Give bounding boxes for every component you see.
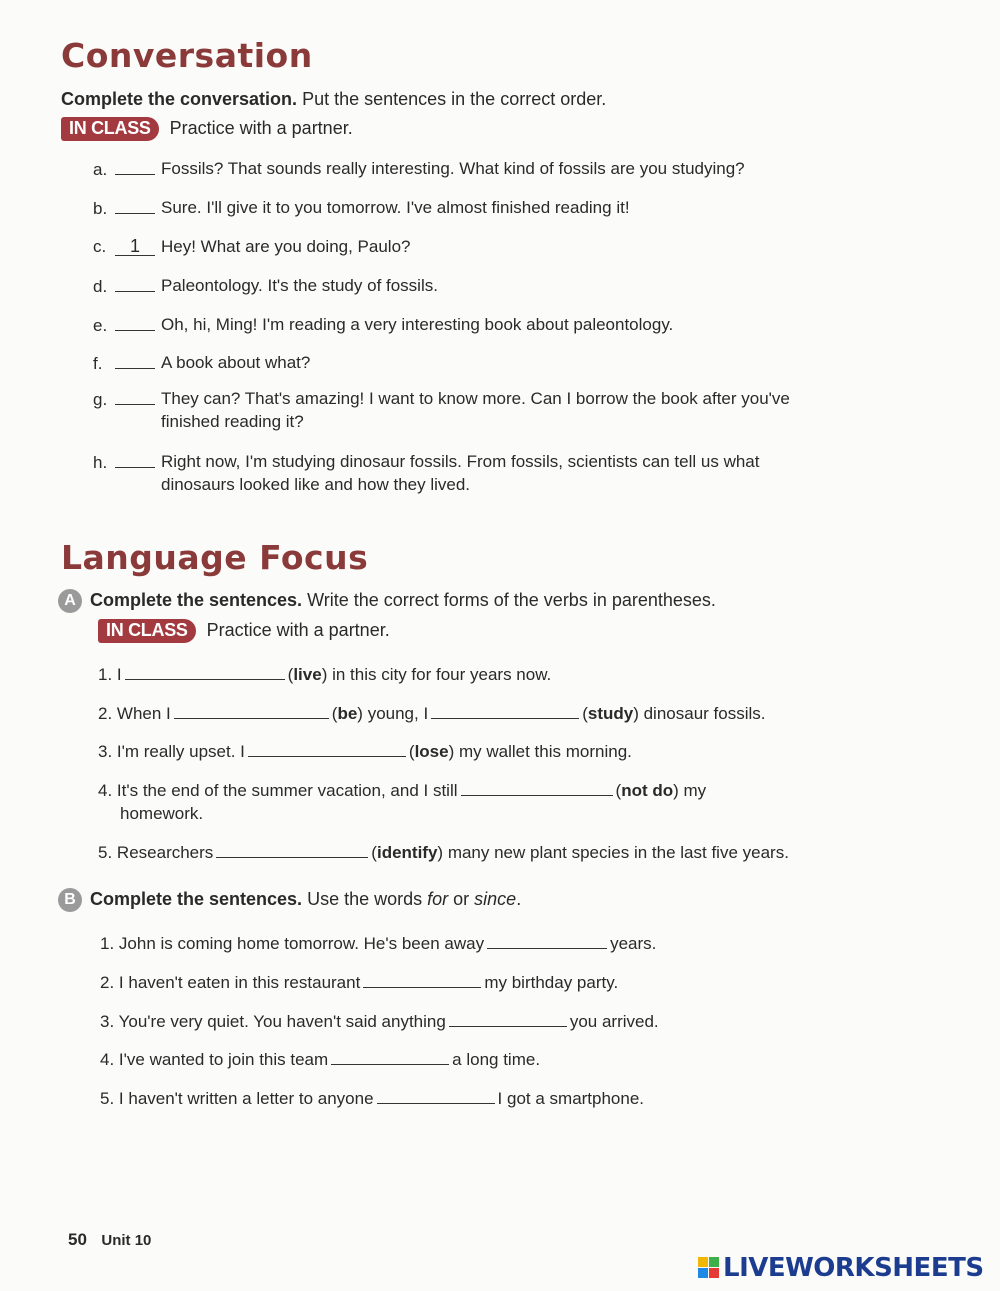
liveworksheets-logo xyxy=(698,1253,984,1283)
conversation-item xyxy=(93,351,310,375)
item-letter: e. xyxy=(93,316,108,335)
answer-blank[interactable] xyxy=(125,663,285,680)
item-letter: d. xyxy=(93,277,108,296)
item-text-line: Fossils? That sounds really interesting. What kind of fossils are you studying? xyxy=(161,159,745,178)
order-blank[interactable] xyxy=(115,313,155,331)
in-class-text: Practice with a partner. xyxy=(206,620,390,640)
order-blank[interactable] xyxy=(115,387,155,405)
answer-blank[interactable] xyxy=(363,971,481,988)
item-number: 1. xyxy=(98,665,113,684)
instruction-bold: Complete the conversation. xyxy=(61,89,298,109)
verb-hint: identify xyxy=(376,843,438,862)
in-class-badge: IN CLASS xyxy=(61,117,159,141)
conversation-heading: Conversation xyxy=(61,36,313,75)
section-a-rest: Write the correct forms of the verbs in parentheses. xyxy=(302,589,716,610)
sentence-text: homework. xyxy=(120,804,204,823)
sentence-text: in this city for four years now. xyxy=(332,665,552,684)
page-footer xyxy=(68,1230,151,1250)
verb-hint: not do xyxy=(621,781,674,800)
verb-hint: be xyxy=(337,704,358,723)
item-letter: h. xyxy=(93,453,108,472)
item-number: 5. xyxy=(98,843,113,862)
item-number: 4. xyxy=(100,1050,115,1069)
order-blank[interactable] xyxy=(115,351,155,369)
item-text xyxy=(161,157,745,180)
sentence-b4 xyxy=(100,1048,540,1071)
conversation-item xyxy=(93,235,410,258)
sentence-text: you arrived. xyxy=(569,1012,659,1031)
word-since: since xyxy=(474,888,517,909)
section-a-instruction xyxy=(58,589,716,613)
item-number: 2. xyxy=(100,973,115,992)
answer-blank[interactable] xyxy=(377,1087,495,1104)
sentence-text: my wallet this morning. xyxy=(458,742,632,761)
verb-hint: study xyxy=(587,704,634,723)
period: . xyxy=(516,888,522,909)
order-blank[interactable] xyxy=(115,450,155,468)
item-text-line: Oh, hi, Ming! I'm reading a very interesting book about paleontology. xyxy=(161,315,674,334)
page-number: 50 xyxy=(68,1230,87,1249)
item-text xyxy=(161,235,410,258)
answer-blank[interactable] xyxy=(216,841,368,858)
conversation-item xyxy=(93,196,630,220)
conversation-item xyxy=(93,387,790,433)
logo-text: LIVEWORKSHEETS xyxy=(723,1253,984,1283)
conversation-item xyxy=(93,274,438,298)
conversation-in-class xyxy=(61,117,353,141)
sentence-text: I haven't written a letter to anyone xyxy=(118,1089,374,1108)
item-text xyxy=(161,450,759,496)
sentence-text: When I xyxy=(116,704,171,723)
item-text xyxy=(161,351,310,374)
sentence-b1 xyxy=(100,932,656,955)
answer-blank[interactable] xyxy=(461,779,613,796)
conversation-item xyxy=(93,157,745,181)
in-class-badge: IN CLASS xyxy=(98,619,196,643)
item-number: 1. xyxy=(100,934,115,953)
item-number: 5. xyxy=(100,1089,115,1108)
sentence-a1: 1. I (live) in this city for four years now. xyxy=(98,665,552,684)
item-letter: g. xyxy=(93,390,108,409)
order-blank[interactable] xyxy=(115,157,155,175)
item-number: 4. xyxy=(98,781,113,800)
order-blank[interactable] xyxy=(115,274,155,292)
sentence-text: I xyxy=(116,665,122,684)
item-text-line: dinosaurs looked like and how they lived. xyxy=(161,475,471,494)
sentence-text: John is coming home tomorrow. He's been away xyxy=(118,934,485,953)
sentence-text: I got a smartphone. xyxy=(497,1089,645,1108)
conversation-item xyxy=(93,450,759,496)
sentence-a3: 3. I'm really upset. I (lose) my wallet this morning. xyxy=(98,742,632,761)
sentence-text: I've wanted to join this team xyxy=(118,1050,329,1069)
answer-blank[interactable] xyxy=(487,932,607,949)
sentence-text: dinosaur fossils. xyxy=(643,704,766,723)
item-letter: b. xyxy=(93,199,108,218)
section-a-in-class xyxy=(98,619,390,643)
answer-blank[interactable] xyxy=(174,702,329,719)
unit-label: Unit 10 xyxy=(101,1232,152,1249)
sentence-a2: 2. When I (be) young, I (study) dinosaur fossils. xyxy=(98,704,766,723)
item-text-line: They can? That's amazing! I want to know more. Can I borrow the book after you've xyxy=(161,389,790,408)
sentence-text: You're very quiet. You haven't said anything xyxy=(118,1012,446,1031)
item-letter: a. xyxy=(93,160,108,179)
order-blank[interactable]: 1 xyxy=(115,238,155,256)
sentence-text: my birthday party. xyxy=(484,973,619,992)
word-or: or xyxy=(448,888,475,909)
section-b-bold: Complete the sentences. xyxy=(90,888,303,909)
word-for: for xyxy=(427,888,449,909)
sentence-b2 xyxy=(100,971,618,994)
sentence-text: my xyxy=(683,781,707,800)
section-b-marker: B xyxy=(58,888,82,912)
sentence-text: many new plant species in the last five years. xyxy=(447,843,789,862)
sentence-text: I haven't eaten in this restaurant xyxy=(118,973,361,992)
item-text-line: Sure. I'll give it to you tomorrow. I've almost finished reading it! xyxy=(161,198,630,217)
sentence-text: It's the end of the summer vacation, and I still xyxy=(116,781,458,800)
item-text xyxy=(161,313,673,336)
sentence-text: I'm really upset. I xyxy=(116,742,245,761)
answer-blank[interactable] xyxy=(449,1010,567,1027)
conversation-item xyxy=(93,313,673,337)
sentence-a4: 4. It's the end of the summer vacation, and I still (not do) my homework. xyxy=(98,781,707,823)
sentence-text: a long time. xyxy=(452,1050,541,1069)
answer-blank[interactable] xyxy=(248,740,406,757)
sentence-a5: 5. Researchers (identify) many new plant species in the last five years. xyxy=(98,843,789,862)
sentence-text: young, I xyxy=(367,704,429,723)
item-text-line: Right now, I'm studying dinosaur fossils. From fossils, scientists can tell us what xyxy=(161,452,760,471)
language-focus-heading: Language Focus xyxy=(61,538,369,577)
answer-blank[interactable] xyxy=(431,702,579,719)
liveworksheets-grid-icon xyxy=(698,1257,720,1279)
section-a-marker: A xyxy=(58,589,82,613)
sentence-text: Researchers xyxy=(116,843,214,862)
sentence-b3 xyxy=(100,1010,659,1033)
order-blank[interactable] xyxy=(115,196,155,214)
verb-hint: lose xyxy=(414,742,449,761)
sentence-b5 xyxy=(100,1087,644,1110)
section-b-instruction xyxy=(58,888,521,912)
item-text xyxy=(161,387,790,433)
item-text-line: finished reading it? xyxy=(161,412,304,431)
item-text xyxy=(161,196,630,219)
item-text-line: Hey! What are you doing, Paulo? xyxy=(161,237,411,256)
answer-blank[interactable] xyxy=(331,1048,449,1065)
section-a-bold: Complete the sentences. xyxy=(90,589,303,610)
verb-hint: live xyxy=(293,665,322,684)
in-class-text: Practice with a partner. xyxy=(169,118,353,138)
conversation-instruction xyxy=(61,89,606,110)
item-letter: c. xyxy=(93,237,107,256)
item-letter: f. xyxy=(93,354,103,373)
item-number: 2. xyxy=(98,704,113,723)
section-b-rest: Use the words xyxy=(302,888,428,909)
item-text-line: Paleontology. It's the study of fossils. xyxy=(161,276,438,295)
item-number: 3. xyxy=(98,742,113,761)
sentence-text: years. xyxy=(610,934,657,953)
item-text-line: A book about what? xyxy=(161,353,311,372)
item-text xyxy=(161,274,438,297)
instruction-rest: Put the sentences in the correct order. xyxy=(297,89,607,109)
item-number: 3. xyxy=(100,1012,115,1031)
